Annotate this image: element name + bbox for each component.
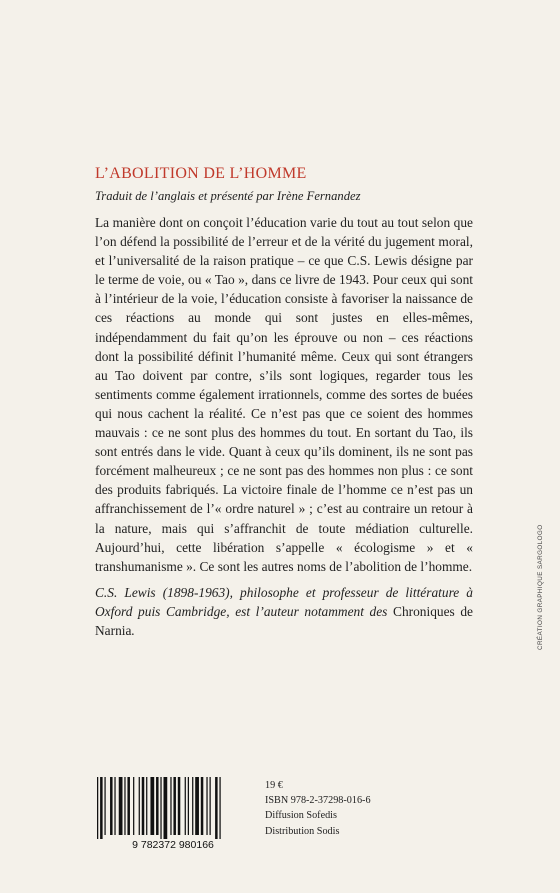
series-title: Chroniques de Narnia — [95, 604, 474, 638]
barcode-bar — [178, 777, 181, 835]
barcode-bar — [133, 777, 134, 835]
barcode-bar — [206, 777, 207, 835]
barcode-bar — [124, 777, 125, 835]
barcode-bar — [210, 777, 211, 835]
barcode-bars — [97, 777, 221, 839]
barcode-bar — [114, 777, 115, 835]
translator-credit: Traduit de l’anglais et présenté par Irène Fernandez — [95, 189, 361, 203]
barcode-bar — [104, 777, 105, 835]
design-credit: CRÉATION GRAPHIQUE SARGOLOGO — [537, 524, 544, 650]
barcode-bar — [173, 777, 176, 835]
barcode-bar — [164, 777, 168, 839]
barcode-bar — [195, 777, 199, 835]
price: 19 € — [265, 780, 283, 791]
author-bio — [95, 583, 473, 640]
barcode-bar — [100, 777, 103, 839]
barcode-bar — [119, 777, 123, 835]
barcode-bar — [201, 777, 204, 835]
barcode-bar — [146, 777, 147, 835]
barcode-bar — [139, 777, 140, 835]
barcode-bar — [127, 777, 130, 835]
barcode-bar — [192, 777, 193, 835]
barcode-bar — [170, 777, 171, 835]
author-bio-text: C.S. Lewis (1898-1963), philosophe et professeur de littérature à Oxford puis Cambridge, est l’auteur notamment des — [95, 585, 473, 619]
author-bio-end: . — [131, 623, 135, 638]
barcode-bar — [188, 777, 189, 835]
barcode-number: 9 782372 980166 — [132, 839, 214, 851]
diffusion: Diffusion Sofedis — [265, 810, 337, 822]
isbn: ISBN 978-2-37298-016-6 — [265, 795, 371, 807]
barcode-bar — [142, 777, 145, 835]
barcode — [93, 775, 253, 851]
barcode-bar — [219, 777, 220, 839]
barcode-bar — [150, 777, 154, 835]
distribution: Distribution Sodis — [265, 825, 340, 837]
book-title: L’ABOLITION DE L’HOMME — [95, 165, 307, 182]
barcode-bar — [156, 777, 159, 835]
barcode-bar — [185, 777, 186, 835]
blurb-text: La manière dont on conçoit l’éducation varie du tout au tout selon que l’on défend la possibilité de l’erreur et de la vérité du jugement moral, et l’universalité de la raison pratique – ce que C.S. Lewis désigne par le terme de voie, ou « Tao », dans ce livre de 1943. Pour ceux qui sont à l’intérieur de la voie, l’éducation consiste à favoriser la naissance de ces réactions au monde qui sont justes en elles-mêmes, indépendamment du fait qu’on les éprouve ou non – ces réactions dont la possibilité définit l’humanité même. Ceux qui sont étrangers au Tao doivent par contre, s’ils sont logiques, regarder tous les sentiments comme également irrationnels, comme des sortes de buées qui nous cachent la réalité. Ce n’est pas que ce soient des hommes mauvais : ce ne sont plus des hommes du tout. En sortant du Tao, ils sont entrés dans le vide. Quant à ceux qu’ils dominent, ils ne sont pas forcément malheureux ; ce ne sont pas des hommes non plus : ce sont des produits fabriqués. La victoire finale de l’homme ce n’est pas un affranchissement de l’« ordre naturel » ; c’est au contraire un retour à la nature, mais qui s’affranchit de toute médiation culturelle. Aujourd’hui, cette libération s’appelle « écologisme » et « transhumanisme ». Ce sont les autres noms de l’abolition de l’homme. — [95, 215, 473, 574]
barcode-bar — [215, 777, 218, 839]
publisher-info — [265, 778, 371, 839]
barcode-bar — [110, 777, 113, 835]
barcode-bar — [160, 777, 161, 839]
barcode-bar — [97, 777, 98, 839]
